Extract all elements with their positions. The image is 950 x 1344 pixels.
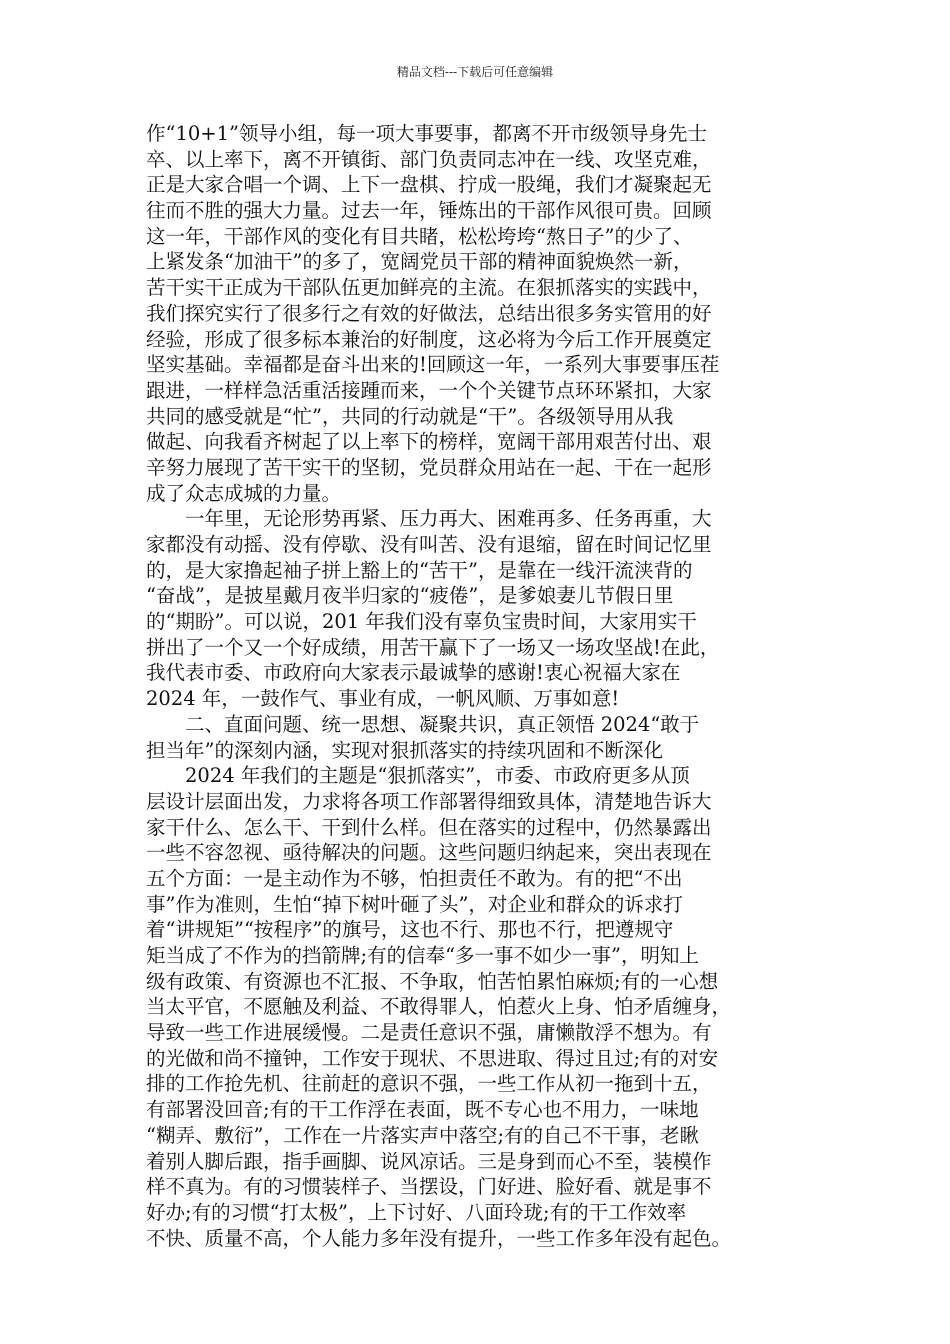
text-line: “糊弄、敷衍”，工作在一片落实声中落空;有的自己不干事，老瞅: [146, 1123, 700, 1147]
text-line: 好办;有的习惯“打太极”，上下讨好、八面玲珑;有的干工作效率: [146, 1200, 687, 1224]
text-line: 家干什么、怎么干、干到什么样。但在落实的过程中，仍然暴露出: [146, 815, 712, 839]
text-line: 卒、以上率下，离不开镇街、部门负责同志冲在一线、攻坚克难，: [146, 147, 712, 171]
text-line: 着别人脚后跟，指手画脚、说风凉话。三是身到而心不至，装模作: [146, 1149, 712, 1173]
text-line: 层设计层面出发，力求将各项工作部署得细致具体，清楚地告诉大: [146, 789, 712, 813]
text-line: 矩当成了不作为的挡箭牌;有的信奉“多一事不如少一事”，明知上: [146, 944, 700, 967]
text-line: 拼出了一个又一个好成绩，用苦干赢下了一场又一场攻坚战!在此，: [146, 635, 720, 659]
text-line: 辛努力展现了苦干实干的坚韧，党员群众用站在一起、干在一起形: [146, 455, 712, 479]
text-line: 2024 年，一鼓作气、事业有成，一帆风顺、万事如意!: [146, 687, 620, 711]
text-line: 级有政策、有资源也不汇报、不争取，怕苦怕累怕麻烦;有的一心想: [146, 969, 719, 993]
text-line: 二、直面问题、统一思想、凝聚共识，真正领悟 2024“敢于: [146, 712, 700, 736]
text-line: 导致一些工作进展缓慢。二是责任意识不强，庸懒散浮不想为。有: [146, 1021, 712, 1045]
text-line: 成了众志成城的力量。: [146, 481, 342, 505]
text-line: 上紧发条“加油干”的多了，宽阔党员干部的精神面貌焕然一新，: [146, 250, 693, 274]
text-line: 我们探究实行了很多行之有效的好做法，总结出很多务实管用的好: [146, 301, 712, 325]
text-line: 的，是大家撸起袖子拼上豁上的“苦干”，是靠在一线汗流浃背的: [146, 558, 693, 582]
text-line: 有部署没回音;有的干工作浮在表面，既不专心也不用力，一味地: [146, 1098, 699, 1122]
text-line: 的“期盼”。可以说，201 年我们没有辜负宝贵时间，大家用实干: [146, 610, 697, 634]
text-line: 共同的感受就是“忙”，共同的行动就是“干”。各级领导用从我: [146, 404, 674, 428]
text-line: 事”作为准则，生怕“掉下树叶砸了头”，对企业和群众的诉求打: [146, 892, 683, 916]
text-line: 作“10+1”领导小组，每一项大事要事，都离不开市级领导身先士: [146, 122, 707, 145]
text-line: 一些不容忽视、亟待解决的问题。这些问题归纳起来，突出表现在: [146, 841, 712, 865]
document-body: [146, 121, 806, 1251]
text-line: 当太平官，不愿触及利益、不敢得罪人，怕惹火上身、怕矛盾缠身，: [146, 995, 732, 1019]
text-line: 2024 年我们的主题是“狠抓落实”，市委、市政府更多从顶: [146, 764, 690, 788]
text-line: 这一年，干部作风的变化有目共睹，松松垮垮“熬日子”的少了、: [146, 224, 693, 248]
text-line: 苦干实干正成为干部队伍更加鲜亮的主流。在狠抓落实的实践中，: [146, 276, 712, 300]
page-header: 精品文档---下载后可任意编辑: [396, 65, 554, 79]
text-line: 排的工作抢先机、往前赶的意识不强，一些工作从初一拖到十五，: [146, 1072, 712, 1096]
text-line: 担当年”的深刻内涵，实现对狠抓落实的持续巩固和不断深化: [146, 738, 663, 762]
text-line: 着“讲规矩”“按程序”的旗号，这也不行、那也不行，把遵规守: [146, 918, 674, 942]
text-line: 往而不胜的强大力量。过去一年，锤炼出的干部作风很可贵。回顾: [146, 199, 712, 223]
text-line: “奋战”，是披星戴月夜半归家的“疲倦”，是爹娘妻儿节假日里: [146, 584, 674, 608]
text-line: 正是大家合唱一个调、上下一盘棋、拧成一股绳，我们才凝聚起无: [146, 173, 712, 197]
text-line: 的光做和尚不撞钟，工作安于现状、不思进取、得过且过;有的对安: [146, 1046, 719, 1070]
text-line: 跟进，一样样急活重活接踵而来，一个个关键节点环环紧扣，大家: [146, 378, 712, 402]
text-line: 坚实基础。幸福都是奋斗出来的!回顾这一年，一系列大事要事压茬: [146, 353, 720, 377]
text-line: 五个方面：一是主动作为不够，怕担责任不敢为。有的把“不出: [146, 866, 683, 890]
text-line: 做起、向我看齐树起了以上率下的榜样，宽阔干部用艰苦付出、艰: [146, 430, 712, 454]
text-line: 家都没有动摇、没有停歇、没有叫苦、没有退缩，留在时间记忆里: [146, 533, 712, 556]
text-line: 样不真为。有的习惯装样子、当摆设，门好进、脸好看、就是事不: [146, 1175, 712, 1199]
text-line: 经验，形成了很多标本兼治的好制度，这必将为今后工作开展奠定: [146, 327, 712, 351]
text-line: 一年里，无论形势再紧、压力再大、困难再多、任务再重，大: [146, 507, 712, 531]
text-line: 不快、质量不高，个人能力多年没有提升，一些工作多年没有起色。: [146, 1226, 732, 1250]
text-line: 我代表市委、市政府向大家表示最诚挚的感谢!衷心祝福大家在: [146, 661, 681, 685]
